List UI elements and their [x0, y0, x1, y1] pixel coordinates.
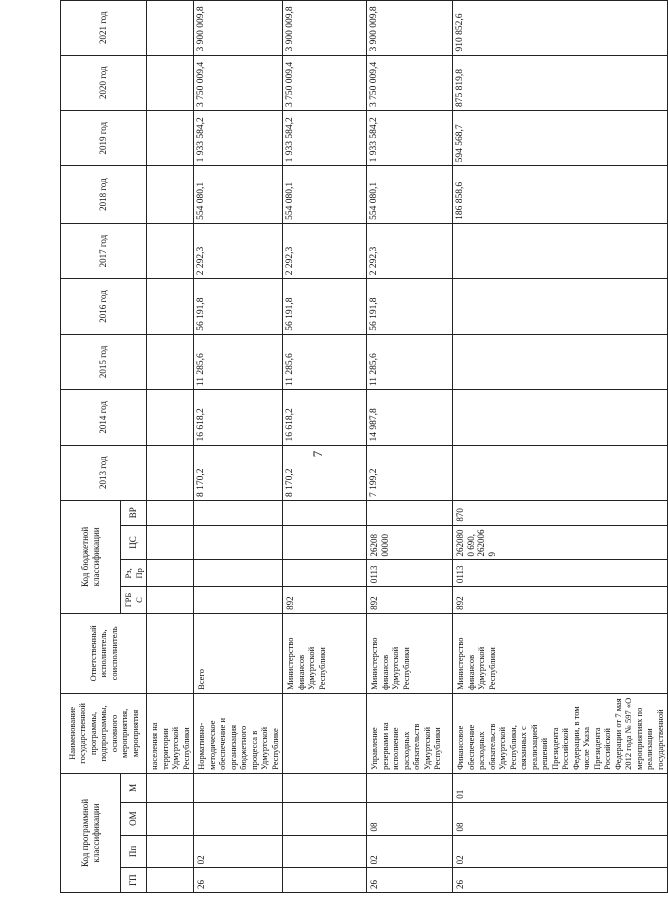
value-cell-2017	[147, 223, 194, 278]
value-cell-2015: 11 285,6	[194, 334, 283, 389]
value-cell-2018: 554 080,1	[194, 166, 283, 223]
value-cell-2015: 11 285,6	[367, 334, 453, 389]
om-cell: 08	[367, 802, 453, 835]
program-code-header: Код программной классификации	[61, 773, 121, 892]
m-cell	[194, 773, 283, 802]
value-cell-2019	[147, 110, 194, 165]
name-header: Наименование государственной программы, подпрограммы, основного мероприятия, мероприятия	[61, 693, 147, 773]
year-header-2017: 2017 год	[61, 223, 147, 278]
om-cell: 08	[453, 802, 668, 835]
cs-cell	[283, 525, 367, 560]
grbs-cell: 892	[283, 587, 367, 614]
value-cell-2015	[453, 334, 668, 389]
value-cell-2013	[147, 445, 194, 500]
value-cell-2019: 1 933 584,2	[194, 110, 283, 165]
value-cell-2017: 2 292,3	[367, 223, 453, 278]
executor-cell: Министерство финансов Удмуртской Республики	[453, 613, 668, 693]
cs-cell: 2620800 690, 2620069	[453, 525, 668, 560]
gp-cell	[147, 868, 194, 893]
pp-cell	[283, 835, 367, 868]
year-header-2019: 2019 год	[61, 110, 147, 165]
executor-header: Ответственный исполнитель, соисполнитель	[61, 613, 147, 693]
grbs-cell	[194, 587, 283, 614]
vr-cell	[367, 500, 453, 525]
pp-cell: 02	[194, 835, 283, 868]
cs-cell: 26208 00000	[367, 525, 453, 560]
value-cell-2013: 8 170,2	[194, 445, 283, 500]
value-cell-2014: 16 618,2	[194, 390, 283, 445]
value-cell-2021	[147, 1, 194, 56]
year-header-2014: 2014 год	[61, 390, 147, 445]
value-cell-2017: 2 292,3	[283, 223, 367, 278]
table-row	[194, 1, 283, 893]
executor-cell: Министерство финансов Удмуртской Республики	[367, 613, 453, 693]
om-cell	[283, 802, 367, 835]
rzpr-cell	[283, 560, 367, 587]
value-cell-2014	[453, 390, 668, 445]
table-row	[453, 1, 668, 893]
value-cell-2015	[147, 334, 194, 389]
vr-cell: 870	[453, 500, 668, 525]
value-cell-2021: 910 852,6	[453, 1, 668, 56]
vr-cell	[283, 500, 367, 525]
value-cell-2017: 2 292,3	[194, 223, 283, 278]
col-m-header: М	[121, 773, 147, 802]
value-cell-2013	[453, 445, 668, 500]
name-cell: населения на территории Удмуртской Республики	[147, 693, 194, 773]
value-cell-2018: 186 858,6	[453, 166, 668, 223]
col-gp-header: ГП	[121, 868, 147, 893]
value-cell-2019: 1 933 584,2	[283, 110, 367, 165]
year-header-2018: 2018 год	[61, 166, 147, 223]
executor-cell: Всего	[194, 613, 283, 693]
value-cell-2018: 554 080,1	[283, 166, 367, 223]
executor-cell	[147, 613, 194, 693]
col-grbs-header: ГРБС	[121, 587, 147, 614]
col-cs-header: ЦС	[121, 525, 147, 560]
value-cell-2013: 7 199,2	[367, 445, 453, 500]
value-cell-2018	[147, 166, 194, 223]
value-cell-2016: 56 191,8	[367, 279, 453, 334]
vr-cell	[147, 500, 194, 525]
gp-cell	[283, 868, 367, 893]
value-cell-2016	[453, 279, 668, 334]
year-header-2015: 2015 год	[61, 334, 147, 389]
value-cell-2013: 8 170,2	[283, 445, 367, 500]
cs-cell	[147, 525, 194, 560]
m-cell	[147, 773, 194, 802]
gp-cell: 26	[367, 868, 453, 893]
cs-cell	[194, 525, 283, 560]
grbs-cell: 892	[367, 587, 453, 614]
year-header-2021: 2021 год	[61, 1, 147, 56]
value-cell-2015: 11 285,6	[283, 334, 367, 389]
value-cell-2020	[147, 55, 194, 110]
name-cell: Управление резервами на исполнение расходных обязательств Удмуртской Республики	[367, 693, 453, 773]
grbs-cell: 892	[453, 587, 668, 614]
m-cell: 01	[453, 773, 668, 802]
value-cell-2020: 875 819,8	[453, 55, 668, 110]
year-header-2013: 2013 год	[61, 445, 147, 500]
value-cell-2021: 3 900 009,8	[283, 1, 367, 56]
pp-cell	[147, 835, 194, 868]
value-cell-2014: 16 618,2	[283, 390, 367, 445]
om-cell	[194, 802, 283, 835]
table-row	[367, 1, 453, 893]
gp-cell: 26	[453, 868, 668, 893]
gp-cell: 26	[194, 868, 283, 893]
value-cell-2020: 3 750 009,4	[367, 55, 453, 110]
m-cell	[283, 773, 367, 802]
value-cell-2017	[453, 223, 668, 278]
vr-cell	[194, 500, 283, 525]
year-header-2020: 2020 год	[61, 55, 147, 110]
rzpr-cell	[147, 560, 194, 587]
rzpr-cell	[194, 560, 283, 587]
year-header-2016: 2016 год	[61, 279, 147, 334]
executor-cell: Министерство финансов Удмуртской Республики	[283, 613, 367, 693]
value-cell-2016: 56 191,8	[283, 279, 367, 334]
name-cell: Финансовое обеспечение расходных обязательств Удмуртской Республики, связанных с реализацией решений Президента Российской Федерации, в том числе Указа Президента Российской Федерации от 7 мая 2012 года № 597 «О мероприятиях по реализации государственной	[453, 693, 668, 773]
col-pp-header: Пп	[121, 835, 147, 868]
budget-code-header: Код бюджетной классификации	[61, 500, 121, 613]
table-row	[147, 1, 194, 893]
table-row	[283, 1, 367, 893]
col-om-header: ОМ	[121, 802, 147, 835]
m-cell	[367, 773, 453, 802]
grbs-cell	[147, 587, 194, 614]
value-cell-2016	[147, 279, 194, 334]
col-rzpr-header: Рз, Пр	[121, 560, 147, 587]
value-cell-2020: 3 750 009,4	[194, 55, 283, 110]
page-number: 7	[310, 450, 325, 458]
pp-cell: 02	[367, 835, 453, 868]
col-vr-header: ВР	[121, 500, 147, 525]
rotated-table-page	[60, 0, 665, 893]
value-cell-2019: 1 933 584,2	[367, 110, 453, 165]
value-cell-2016: 56 191,8	[194, 279, 283, 334]
rzpr-cell: 0113	[367, 560, 453, 587]
value-cell-2014: 14 987,8	[367, 390, 453, 445]
value-cell-2020: 3 750 009,4	[283, 55, 367, 110]
value-cell-2021: 3 900 009,8	[367, 1, 453, 56]
value-cell-2021: 3 900 009,8	[194, 1, 283, 56]
value-cell-2014	[147, 390, 194, 445]
value-cell-2018: 554 080,1	[367, 166, 453, 223]
name-cell	[283, 693, 367, 773]
om-cell	[147, 802, 194, 835]
name-cell: Нормативно-методическое обеспечение и организация бюджетного процесса в Удмуртской Республике	[194, 693, 283, 773]
pp-cell: 02	[453, 835, 668, 868]
budget-table	[60, 0, 668, 893]
value-cell-2019: 594 568,7	[453, 110, 668, 165]
rzpr-cell: 0113	[453, 560, 668, 587]
